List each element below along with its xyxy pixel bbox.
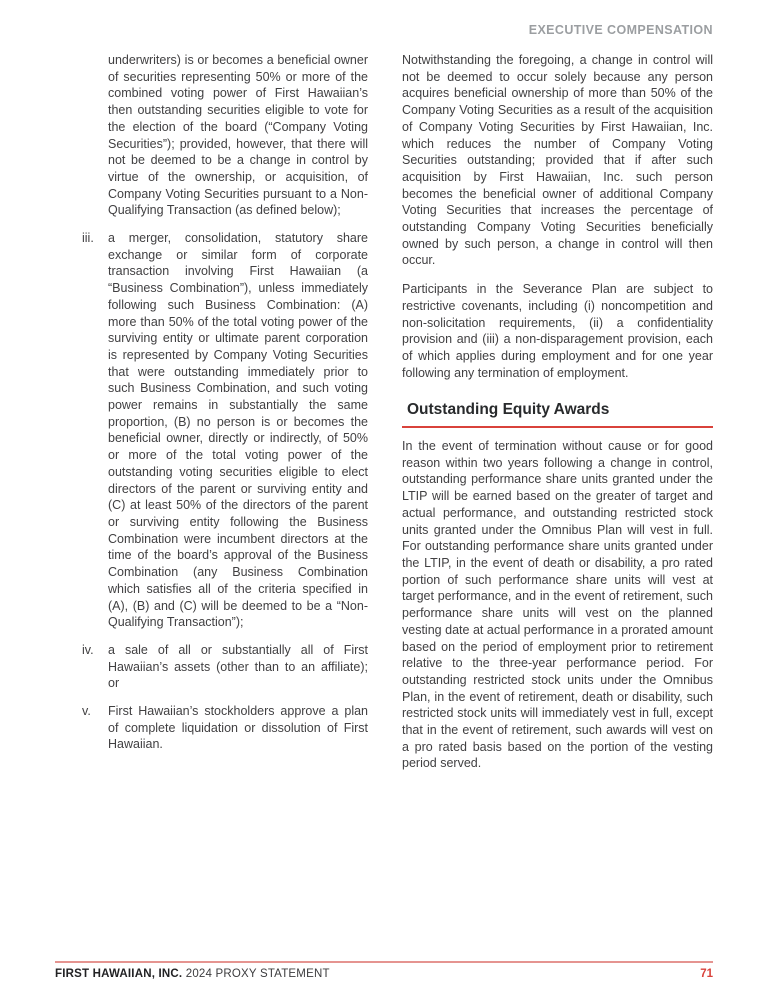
list-item-marker: iv. bbox=[82, 642, 94, 657]
left-column bbox=[82, 52, 368, 784]
section-heading-outstanding-equity-awards: Outstanding Equity Awards bbox=[402, 402, 713, 428]
change-in-control-list bbox=[82, 230, 368, 753]
list-item-marker: v. bbox=[82, 704, 91, 719]
list-item bbox=[82, 703, 368, 753]
list-item-text: a merger, consolidation, statutory share exchange or similar form of corporate transaction involving First Hawaiian (a “Business Combination”), unless immediately following such Business Combination: (A) more than 50% of the total voting power of the surviving entity or ultimate parent corporation is represented by Company Voting Securities that were outstanding immediately prior to such Business Combination, and such voting power remains in substantially the same proportion, (B) no person is or becomes the beneficial owner, directly or indirectly, of 50% or more of the total voting power of the outstanding voting securities eligible to elect directors of the parent or surviving entity and (C) at least 50% of the directors of the parent or surviving entity following the Business Combination were incumbent directors at the time of the board’s approval of the Business Combination (any Business Combination which satisfies all of the criteria specified in (A), (B) and (C) will be deemed to be a “Non-Qualifying Transaction”); bbox=[108, 231, 368, 630]
section-paragraph: In the event of termination without cause or for good reason within two years following a change in control, outstanding performance share units granted under the LTIP will be earned based on the greater of target and actual performance, and outstanding restricted stock units granted under the Omnibus Plan will vest in full. For outstanding performance share units granted under the LTIP, in the event of death or disability, a pro rated portion of such performance share units will vest at target performance, and in the event of retirement, such performance share units will vest on the planned vesting date at actual performance in a prorated amount based on the period of employment prior to retirement relative to the three-year performance period. For outstanding restricted stock units under the Omnibus Plan, in the event of retirement, death or disability, such restricted stock units will immediately vest in full, except that in the event of retirement, such awards will vest on a pro rated basis based on the portion of the vesting period served. bbox=[402, 439, 713, 771]
page-number: 71 bbox=[700, 968, 713, 980]
right-column bbox=[402, 52, 713, 784]
footer-company-name: FIRST HAWAIIAN, INC. bbox=[55, 968, 183, 980]
list-item bbox=[82, 230, 368, 631]
list-item-text: a sale of all or substantially all of First Hawaiian’s assets (other than to an affiliate); or bbox=[108, 642, 368, 691]
list-item-marker: iii. bbox=[82, 231, 94, 246]
continuation-paragraph: underwriters) is or becomes a beneficial owner of securities representing 50% or more of the combined voting power of First Hawaiian’s then outstanding securities eligible to vote for the election of the board (“Company Voting Securities”); provided, however, that there will not be deemed to be a change in control by virtue of the ownership, or acquisition, of Company Voting Securities pursuant to a Non-Qualifying Transaction (as defined below); bbox=[108, 53, 368, 218]
list-item-text: First Hawaiian’s stockholders approve a plan of complete liquidation or dissolution of First Hawaiian. bbox=[108, 704, 368, 752]
right-column-paragraphs bbox=[402, 52, 713, 381]
footer-text bbox=[55, 968, 330, 980]
running-header: EXECUTIVE COMPENSATION bbox=[528, 23, 713, 37]
page-footer bbox=[55, 961, 713, 980]
paragraph: Notwithstanding the foregoing, a change in control will not be deemed to occur solely because any person acquires beneficial ownership of more than 50% of the Company Voting Securities as a result of the acquisition of Company Voting Securities by First Hawaiian, Inc. which reduces the number of Company Voting Securities outstanding; provided that if after such acquisition by First Hawaiian, Inc. such person becomes the beneficial owner of additional Company Voting Securities that increases the percentage of outstanding Company Voting Securities beneficially owned by such person, a change in control will then occur. bbox=[402, 53, 713, 268]
list-item bbox=[82, 642, 368, 692]
two-column-body bbox=[82, 52, 713, 784]
paragraph: Participants in the Severance Plan are subject to restrictive covenants, including (i) noncompetition and non-solicitation requirements, (ii) a confidentiality provision and (iii) a non-disparagement provision, each of which applies during employment and for one year following any termination of employment. bbox=[402, 282, 713, 380]
footer-statement-label: 2024 PROXY STATEMENT bbox=[185, 968, 330, 980]
